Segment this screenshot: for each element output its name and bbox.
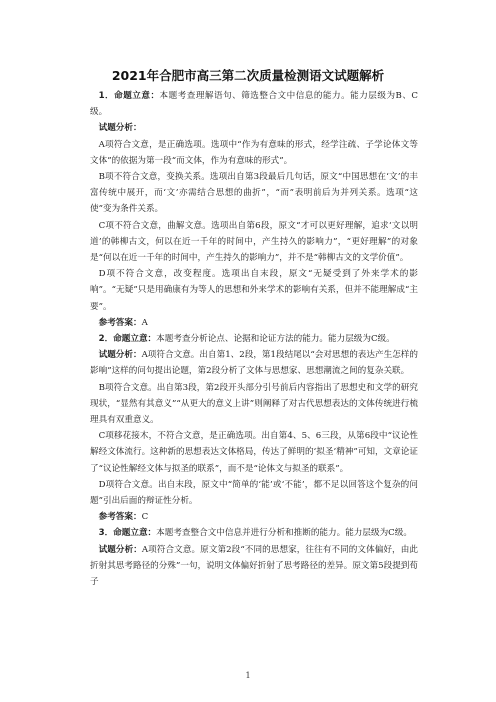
q3-intent bbox=[90, 525, 418, 541]
q1-option-c: C项不符合文意，曲解文意。选项出自第6段，原文“才可以更好理解，追求‘文以明道’的韩柳古文，何以在近一千年的时间中，产生持久的影响力”，“更好理解”的对象是“何以在近一千年的时间中，产生持久的影响力”，并不是“韩柳古文的文学价值”。 bbox=[90, 220, 418, 264]
q1-option-a: A项符合文意，是正确选项。选项中“作为有意味的形式，经学注疏、子学论体文等文体”的依据为第一段“而文体，作为有意味的形式”。 bbox=[90, 139, 418, 166]
q2-analysis bbox=[90, 347, 418, 379]
q2-option-b: B项符合文意。出自第3段，第2段开头部分引号前后内容指出了思想史和文学的研究现状，“显然有其意义”“从更大的意义上讲”则阐释了对古代思想表达的文体传统进行梳理具有双重意义。 bbox=[90, 382, 418, 426]
q1-answer-value: A bbox=[141, 317, 148, 328]
document-body bbox=[90, 88, 418, 590]
q3-intent-label: 3．命题立意： bbox=[98, 528, 157, 539]
q1-analysis-heading bbox=[90, 120, 418, 136]
q2-answer-value: C bbox=[141, 512, 149, 523]
q3-option-a: A项符合文意。原文第2段“不同的思想家，往往有不同的文体偏好，由此折射其思考路径的分殊”一句，说明文体偏好折射了思考路径的差异。原文第5段提到荀子 bbox=[90, 544, 418, 588]
q2-analysis-label: 试题分析： bbox=[98, 350, 142, 361]
q1-answer bbox=[90, 315, 418, 331]
q2-answer-label: 参考答案： bbox=[98, 512, 142, 523]
q1-intent-label: 1．命题立意： bbox=[98, 91, 160, 101]
q2-option-c: C项移花接木，不符合文意，是正确选项。出自第4、5、6三段，从第6段中“议论性解经文体流行。这种新的思想表达文体格局，传达了鲜明的‘拟圣’精神”可知，文章论证了“议论性解经文体与拟圣的联系”，而不是“论体文与拟圣的联系”。 bbox=[90, 431, 418, 474]
q2-intent-text: 本题考查分析论点、论据和论证方法的能力。能力层级为C级。 bbox=[156, 334, 395, 345]
q1-option-d: D项不符合文意，改变程度。选项出自末段，原文“无疑受到了外来学术的影响”。“无疑”只是用确康有为等人的思想和外来学术的影响有关系，但并不能理解成“主要”。 bbox=[90, 269, 418, 312]
q1-answer-label: 参考答案： bbox=[98, 317, 142, 328]
q3-intent-text: 本题考查整合文中信息并进行分析和推断的能力。能力层级为C级。 bbox=[156, 528, 412, 539]
document-title: 2021年合肥市高三第二次质量检测语文试题解析 bbox=[111, 68, 385, 83]
q3-analysis bbox=[90, 542, 418, 591]
q2-intent bbox=[90, 331, 418, 347]
q1-intent-text: 本题考查理解语句、筛选整合文中信息的能力。能力层级为B、C级。 bbox=[90, 91, 418, 118]
q2-answer bbox=[90, 509, 418, 525]
page-number: 1 bbox=[245, 671, 251, 680]
q2-option-a: A项符合文意。出自第1、2段，第1段结尾以“会对思想的表达产生怎样的影响”这样的问句提出论题，第2段分析了文体与思想家、思想潮流之间的复杂关联。 bbox=[90, 350, 418, 377]
q2-intent-label: 2．命题立意： bbox=[98, 334, 157, 345]
q1-analysis-label: 试题分析： bbox=[98, 123, 142, 134]
q1-option-b: B项不符合文意，变换关系。选项出自第3段最后几句话，原文“中国思想在‘文’的丰富传统中展开，而‘文’亦需结合思想的曲折”，“而”表明前后为并列关系。选项“这使”变为条件关系。 bbox=[90, 172, 418, 215]
q3-analysis-label: 试题分析： bbox=[98, 544, 142, 555]
q2-option-d: D项符合文意。出自末段，原文中“简单的‘能’或‘不能’，都不足以回答这个复杂的问题”引出后面的辩证性分析。 bbox=[90, 479, 418, 507]
q1-intent bbox=[90, 88, 418, 120]
